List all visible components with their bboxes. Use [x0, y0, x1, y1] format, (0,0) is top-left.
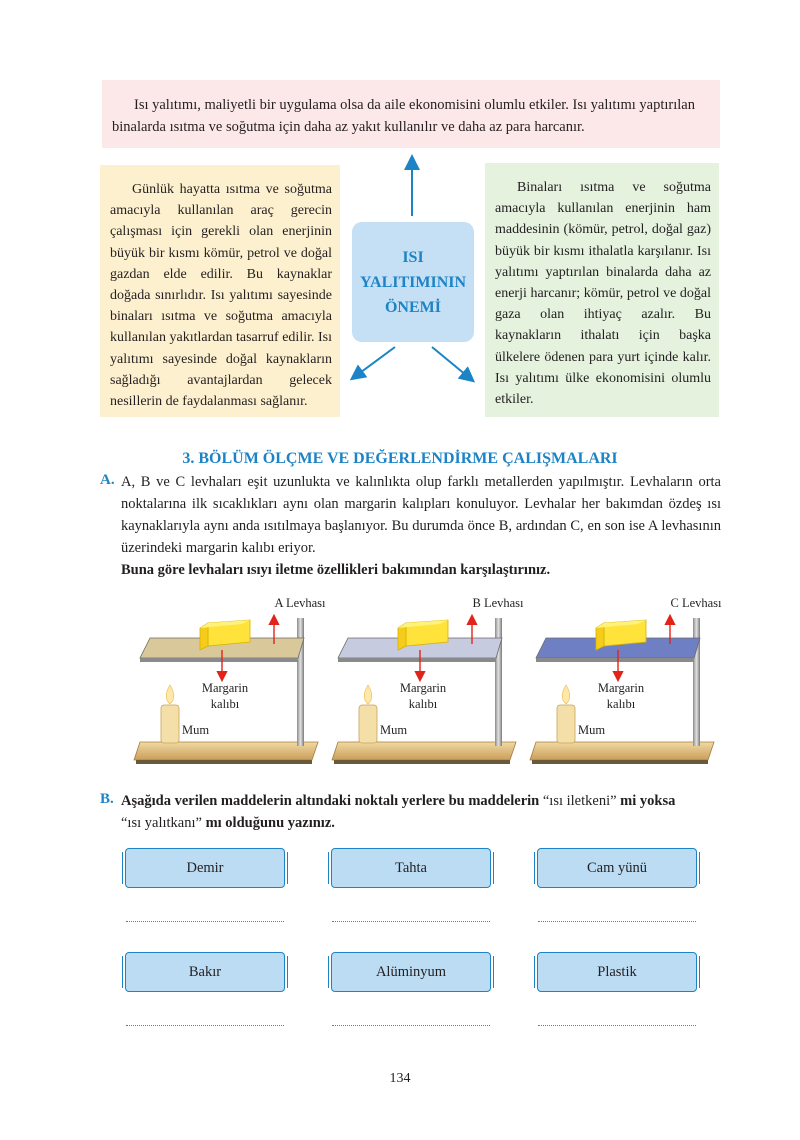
question-b-part3: mı olduğunu yazınız. — [205, 815, 335, 831]
base — [134, 742, 318, 760]
margarine-label: Margarin — [201, 681, 249, 695]
question-b-quote2: “ısı yalıtkanı” — [121, 815, 202, 831]
question-b-quote1: “ısı iletkeni” — [542, 793, 617, 809]
term-box: Plastik — [537, 952, 697, 992]
margarine-label: kalıbı — [408, 697, 438, 711]
question-a-text: A, B ve C levhaları eşit uzunlukta ve kalınlıkta olup farklı metallerden yapılmıştır. Levhaların orta noktalarına ilk sıcaklıkları aynı olan margarin kalıpları konuluyor. Levhalar her bakımdan özdeş ısı kaynaklarıyla aynı anda ısıtılmaya başlanıyor. Bu durumda önce B, ardından C, en son ise A levhasının üzerindeki margarin kalıbı eriyor. — [121, 474, 721, 556]
arrow-right — [432, 347, 472, 380]
answer-line[interactable] — [126, 1025, 284, 1026]
info-box-left — [100, 165, 340, 417]
question-b-part1: Aşağıda verilen maddelerin altındaki noktalı yerlere bu maddelerin — [121, 793, 540, 809]
margarine-label: kalıbı — [210, 697, 240, 711]
base — [530, 742, 714, 760]
plate-label: A Levhası — [274, 596, 326, 610]
candle-label: Mum — [380, 723, 408, 737]
term-box: Demir — [125, 848, 285, 888]
question-a-prompt: Buna göre levhaları ısıyı iletme özellikleri bakımından karşılaştırınız. — [121, 562, 551, 578]
question-a-letter: A. — [100, 472, 115, 488]
answer-line[interactable] — [332, 1025, 490, 1026]
base — [332, 742, 516, 760]
experiment-rig — [122, 592, 326, 782]
term-box: Alüminyum — [331, 952, 491, 992]
section-title: 3. BÖLÜM ÖLÇME VE DEĞERLENDİRME ÇALIŞMALARI — [182, 450, 618, 467]
info-box-right-text: Binaları ısıtma ve soğutma amacıyla kullanılan enerjinin ham maddesinin (kömür, petrol, doğal gaz) büyük bir kısmı ithalatla karşılanır. Isı yalıtımı yaptırılan binalarda daha az enerji harcanır; kömür, petrol ve doğal gaza olan ihtiyaç azalır. Bu kaynakların ithalatı için başka ülkelere ödenen para yurt içinde kalır. Isı yalıtımı ülke ekonomisini olumlu etkiler. — [495, 180, 711, 408]
candle-label: Mum — [578, 723, 606, 737]
candle — [557, 705, 575, 743]
experiment-rig — [320, 592, 524, 782]
candle — [359, 705, 377, 743]
info-box-right — [485, 163, 719, 417]
answer-line[interactable] — [538, 921, 696, 922]
answer-line[interactable] — [126, 921, 284, 922]
info-box-top-text: Isı yalıtımı, maliyetli bir uygulama olsa da aile ekonomisini olumlu etkiler. Isı yalıtımı yaptırılan binalarda ısıtma ve soğutma için daha az yakıt kullanılır ve daha az para harcanır. — [112, 97, 695, 135]
candle-flame — [166, 685, 174, 704]
concept-box — [352, 222, 474, 342]
stand-pole — [297, 618, 304, 746]
term-box: Bakır — [125, 952, 285, 992]
candle — [161, 705, 179, 743]
candle-label: Mum — [182, 723, 210, 737]
term-box: Tahta — [331, 848, 491, 888]
candle-flame — [562, 685, 570, 704]
candle-flame — [364, 685, 372, 704]
margarine-label: Margarin — [597, 681, 645, 695]
concept-title: ISI YALITIMININ ÖNEMİ — [359, 248, 467, 316]
question-b-text — [121, 790, 721, 834]
experiment-rig — [518, 592, 722, 782]
stand-pole — [495, 618, 502, 746]
stand-pole — [693, 618, 700, 746]
info-box-left-text: Günlük hayatta ısıtma ve soğutma amacıyla kullanılan araç gerecin çalışması için gerekli olan enerjinin büyük bir kısmı kömür, petrol ve doğal gazdan elde edilir. Bu kaynaklar doğada sınırlıdır. Isı yalıtımı sayesinde binaları ısıtma ve soğutma amacıyla kullanılan yakıtlardan tasarruf edilir. Isı yalıtımı sayesinde doğal kaynakların sağladığı avantajlardan gelecek nesillerin de faydalanması sağlanır. — [110, 182, 332, 410]
answer-line[interactable] — [538, 1025, 696, 1026]
plate-label: B Levhası — [472, 596, 524, 610]
margarine-label: kalıbı — [606, 697, 636, 711]
answer-line[interactable] — [332, 921, 490, 922]
margarine-label: Margarin — [399, 681, 447, 695]
plate-label: C Levhası — [670, 596, 722, 610]
page-number: 134 — [389, 1071, 411, 1086]
question-b-letter: B. — [100, 791, 114, 807]
arrow-left — [353, 347, 395, 378]
question-b-part2: mi yoksa — [620, 793, 676, 809]
term-box: Cam yünü — [537, 848, 697, 888]
